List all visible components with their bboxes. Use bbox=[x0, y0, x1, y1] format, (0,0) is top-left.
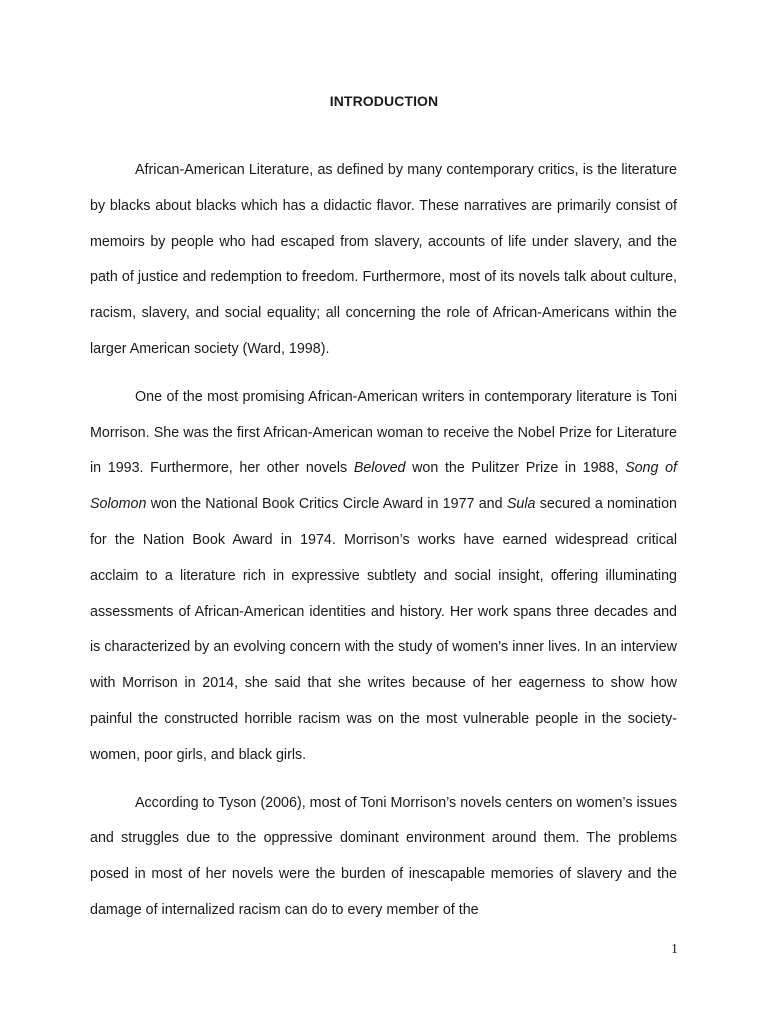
paragraph-2-text-part-1: One of the most promising African-American writers in contemporary literature is Toni Morrison. She was the first African-American woman to receive the Nobel Prize for Literature in 1993. Furthermore, her other novels bbox=[90, 388, 677, 477]
page-number: 1 bbox=[671, 942, 678, 957]
paragraph-2-text-part-3: won the National Book Critics Circle Award in 1977 and bbox=[146, 496, 507, 513]
paragraph-3 bbox=[90, 786, 677, 929]
document-body bbox=[90, 153, 677, 941]
paragraph-3-text: According to Tyson (2006), most of Toni Morrison’s novels centers on women’s issues and struggles due to the oppressive dominant environment around them. The problems posed in most of her novels were the burden of inescapable memories of slavery and the damage of internalized racism can do to every member of the bbox=[90, 794, 677, 918]
paragraph-1 bbox=[90, 153, 677, 368]
novel-title-beloved: Beloved bbox=[353, 460, 406, 477]
paragraph-1-text: African-American Literature, as defined by many contemporary critics, is the literature by blacks about blacks which has a didactic flavor. These narratives are primarily consist of memoirs by people who had escaped from slavery, accounts of life under slavery, and the path of justice and redemption to freedom. Furthermore, most of its novels talk about culture, racism, slavery, and social equality; all concerning the role of African-Americans within the larger American society (Ward, 1998). bbox=[90, 162, 677, 357]
paragraph-2-text-part-2: won the Pulitzer Prize in 1988, bbox=[405, 460, 626, 477]
paragraph-2-text-part-4: secured a nomination for the Nation Book Award in 1974. Morrison’s works have earned widespread critical acclaim to a literature rich in expressive subtlety and social insight, offering illuminating assessments of African-American identities and history. Her work spans three decades and is characterized by an evolving concern with the study of women's inner lives. In an interview with Morrison in 2014, she said that she writes because of her eagerness to show how painful the constructed horrible racism was on the most vulnerable people in the society- women, poor girls, and black girls. bbox=[90, 496, 677, 763]
novel-title-sula: Sula bbox=[506, 496, 536, 513]
page-title: INTRODUCTION bbox=[329, 93, 439, 109]
paragraph-2 bbox=[90, 380, 677, 774]
novel-title-song-of-solomon: Song of Solomon bbox=[90, 460, 677, 513]
